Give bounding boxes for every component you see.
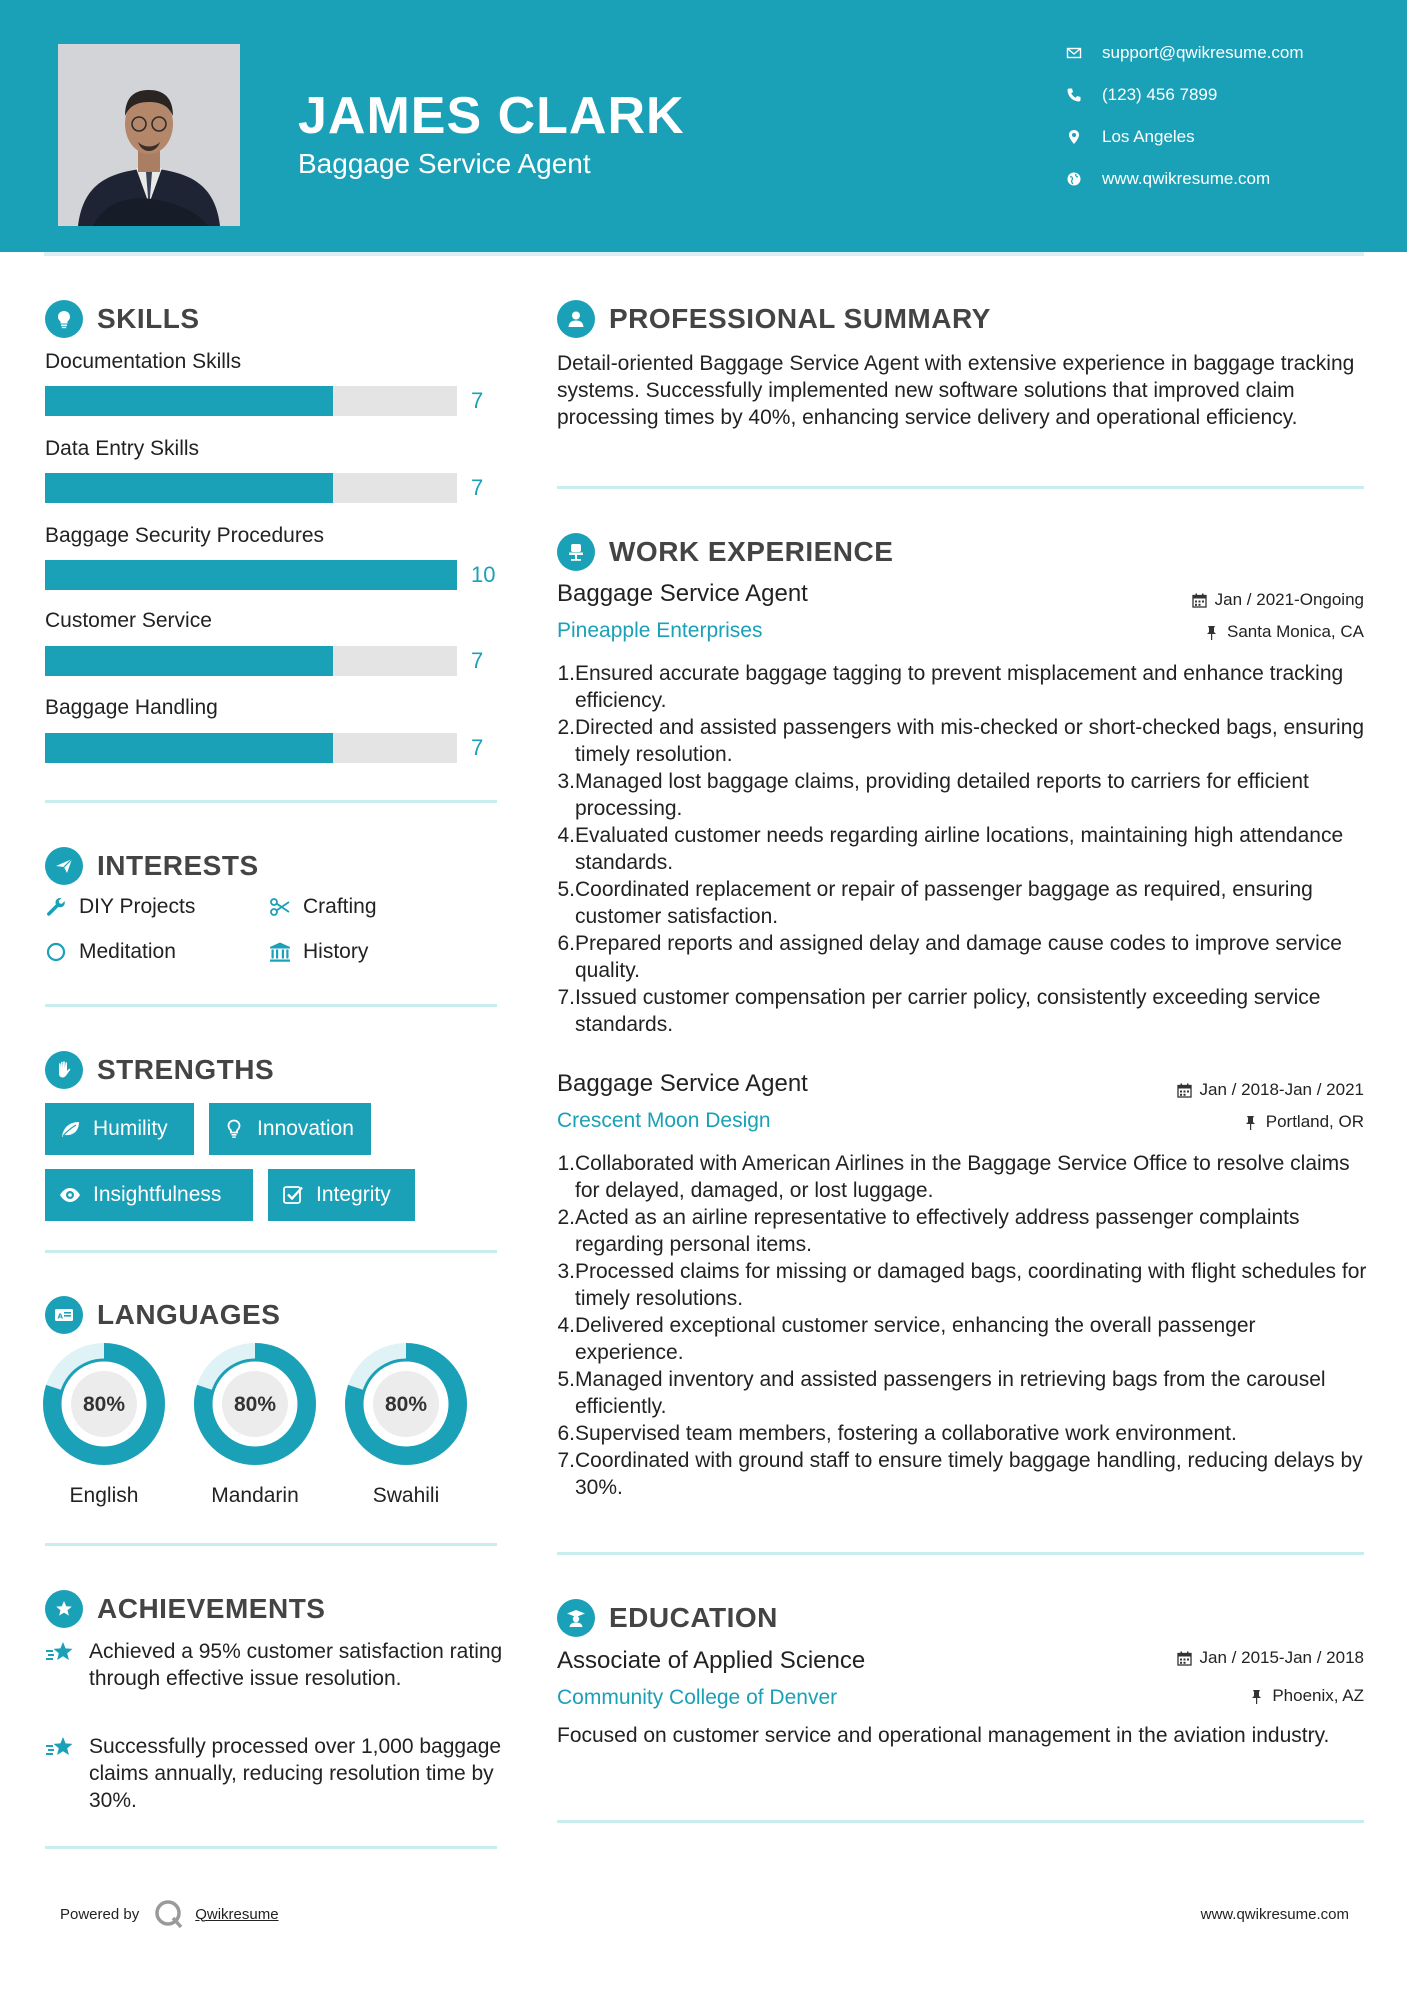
footer-powered-by: Powered by Qwikresume [60, 1898, 279, 1930]
language-item [42, 1342, 166, 1508]
language-percent: 80% [82, 1393, 126, 1416]
eye-icon [59, 1184, 81, 1206]
section-divider [45, 800, 497, 803]
job-location: Portland, OR [1243, 1112, 1364, 1132]
profile-photo [58, 44, 240, 226]
skill-bar [45, 473, 457, 503]
id-card-icon [45, 1296, 83, 1334]
achievement-item: Achieved a 95% customer satisfaction rating through effective issue resolution. [45, 1638, 505, 1692]
skill-label: Baggage Security Procedures [45, 524, 324, 547]
phone-icon [1064, 85, 1084, 105]
list-item: 5. Coordinated replacement or repair of passenger baggage as required, ensuring customer satisfaction. [557, 878, 1313, 928]
job-title: Baggage Service Agent [557, 1070, 808, 1097]
language-gauge [42, 1342, 166, 1466]
strength-chip: Insightfulness [45, 1169, 253, 1221]
strength-chip: Integrity [268, 1169, 415, 1221]
list-item: 4. Evaluated customer needs regarding airline locations, maintaining high attendance standards. [557, 824, 1344, 874]
list-item: 1. Collaborated with American Airlines in the Baggage Service Office to resolve claims for delayed, damaged, or lost luggage. [557, 1152, 1350, 1202]
skill-value: 7 [471, 388, 484, 413]
skill-label: Documentation Skills [45, 350, 242, 373]
strength-chip: Innovation [209, 1103, 371, 1155]
paper-plane-icon [45, 847, 83, 885]
interest-item: Crafting [269, 895, 377, 919]
skill-bar [45, 386, 457, 416]
skill-bar [45, 560, 457, 590]
list-item: 1. Ensured accurate baggage tagging to prevent misplacement and enhance tracking efficiency. [557, 662, 1344, 712]
circle-icon [45, 941, 67, 963]
job-dates: Jan / 2018-Jan / 2021 [1177, 1080, 1364, 1100]
list-item: 6. Supervised team members, fostering a collaborative work environment. [557, 1422, 1237, 1445]
job-location: Santa Monica, CA [1204, 622, 1364, 642]
job-bullets [557, 660, 1367, 1038]
education-description: Focused on customer service and operational management in the aviation industry. [557, 1724, 1330, 1747]
job-company: Crescent Moon Design [557, 1109, 771, 1132]
language-item [193, 1342, 317, 1508]
list-item: 3. Managed lost baggage claims, providing detailed reports to carriers for efficient processing. [557, 770, 1309, 820]
list-item: 4. Delivered exceptional customer service, enhancing the overall passenger experience. [557, 1314, 1256, 1364]
language-percent: 80% [233, 1393, 277, 1416]
leaf-icon [59, 1118, 81, 1140]
lightbulb-icon [45, 300, 83, 338]
skill-bar-fill [45, 646, 333, 676]
education-school: Community College of Denver [557, 1686, 838, 1709]
list-item: 5. Managed inventory and assisted passengers in retrieving bags from the carousel efficiently. [557, 1368, 1326, 1418]
summary-text: Detail-oriented Baggage Service Agent with extensive experience in baggage tracking systems. Successfully implemented new software solutions that improved claim processing times by 40%, enhancing service delivery and operational efficiency. [557, 352, 1355, 429]
skill-label: Baggage Handling [45, 696, 218, 719]
globe-icon [1064, 169, 1084, 189]
list-item: 2. Directed and assisted passengers with mis-checked or short-checked bags, ensuring timely resolution. [557, 716, 1365, 766]
language-percent: 80% [384, 1393, 428, 1416]
lightbulb-icon [223, 1118, 245, 1140]
language-gauge [193, 1342, 317, 1466]
section-divider [557, 486, 1364, 489]
footer-url[interactable]: www.qwikresume.com [1200, 1906, 1349, 1923]
location-icon [1064, 127, 1084, 147]
svg-text:A: A [57, 1312, 63, 1321]
languages-heading: A LANGUAGES [45, 1296, 280, 1334]
star-icon [45, 1735, 77, 1814]
education-dates: Jan / 2015-Jan / 2018 [1177, 1648, 1364, 1668]
summary-heading: PROFESSIONAL SUMMARY [557, 300, 991, 338]
language-gauge [344, 1342, 468, 1466]
language-item [344, 1342, 468, 1508]
contact-phone[interactable]: (123) 456 7899 [1064, 85, 1217, 105]
pin-icon [1249, 1689, 1264, 1704]
skill-bar-fill [45, 560, 457, 590]
calendar-icon [1177, 1083, 1192, 1098]
section-divider [557, 1820, 1364, 1823]
bank-icon [269, 941, 291, 963]
experience-heading: WORK EXPERIENCE [557, 533, 893, 571]
language-name: Swahili [372, 1484, 440, 1507]
skill-value: 10 [471, 562, 496, 587]
job-company: Pineapple Enterprises [557, 619, 763, 642]
star-badge-icon [45, 1590, 83, 1628]
footer-brand-link[interactable]: Qwikresume [195, 1905, 279, 1923]
list-item: 6. Prepared reports and assigned delay and damage cause codes to improve service quality. [557, 932, 1342, 982]
language-name: Mandarin [211, 1484, 299, 1507]
graduate-icon [557, 1599, 595, 1637]
interests-heading: INTERESTS [45, 847, 259, 885]
job-dates: Jan / 2021-Ongoing [1192, 590, 1364, 610]
skill-label: Data Entry Skills [45, 437, 200, 460]
language-name: English [69, 1484, 139, 1507]
skills-heading: SKILLS [45, 300, 200, 338]
chair-icon [557, 533, 595, 571]
star-icon [45, 1640, 77, 1692]
interest-item: History [269, 940, 368, 964]
section-divider [45, 1846, 497, 1849]
list-item: 7. Coordinated with ground staff to ensure timely baggage handling, reducing delays by 30%. [557, 1449, 1363, 1499]
qwikresume-logo-icon [153, 1898, 185, 1930]
section-divider [45, 1004, 497, 1007]
pin-icon [1243, 1115, 1258, 1130]
user-icon [557, 300, 595, 338]
wrench-icon [45, 896, 67, 918]
list-item: 2. Acted as an airline representative to effectively address passenger complaints regarding personal items. [557, 1206, 1300, 1256]
candidate-title: Baggage Service Agent [298, 148, 591, 179]
education-degree: Associate of Applied Science [557, 1647, 866, 1674]
education-heading: EDUCATION [557, 1599, 778, 1637]
section-divider [45, 1250, 497, 1253]
section-divider [557, 1552, 1364, 1555]
candidate-name: JAMES CLARK [298, 87, 685, 145]
contact-website[interactable]: www.qwikresume.com [1064, 169, 1270, 189]
job-bullets [557, 1150, 1367, 1501]
interest-item: Meditation [45, 940, 176, 964]
checkbox-icon [282, 1184, 304, 1206]
skill-bar [45, 646, 457, 676]
skill-label: Customer Service [45, 609, 212, 632]
skill-bar-fill [45, 473, 333, 503]
skill-value: 7 [471, 648, 484, 673]
skill-bar [45, 733, 457, 763]
strengths-heading: STRENGTHS [45, 1051, 274, 1089]
skill-value: 7 [471, 475, 484, 500]
hand-icon [45, 1051, 83, 1089]
achievements-heading: ACHIEVEMENTS [45, 1590, 325, 1628]
interest-item: DIY Projects [45, 895, 195, 919]
skill-bar-fill [45, 733, 333, 763]
scissors-icon [269, 896, 291, 918]
strength-chip: Humility [45, 1103, 194, 1155]
contact-location: Los Angeles [1064, 127, 1195, 147]
email-icon [1064, 43, 1084, 63]
list-item: 3. Processed claims for missing or damaged bags, coordinating with flight schedules for timely resolutions. [557, 1260, 1367, 1310]
calendar-icon [1192, 593, 1207, 608]
skill-value: 7 [471, 735, 484, 760]
contact-email[interactable]: support@qwikresume.com [1064, 43, 1304, 63]
list-item: 7. Issued customer compensation per carrier policy, consistently exceeding service standards. [557, 986, 1321, 1036]
section-divider [45, 1543, 497, 1546]
education-location: Phoenix, AZ [1249, 1686, 1364, 1706]
job-title: Baggage Service Agent [557, 580, 808, 607]
header-underline [44, 252, 1364, 256]
pin-icon [1204, 625, 1219, 640]
achievement-item: Successfully processed over 1,000 baggage claims annually, reducing resolution time by 30%. [45, 1733, 505, 1814]
calendar-icon [1177, 1651, 1192, 1666]
skill-bar-fill [45, 386, 333, 416]
